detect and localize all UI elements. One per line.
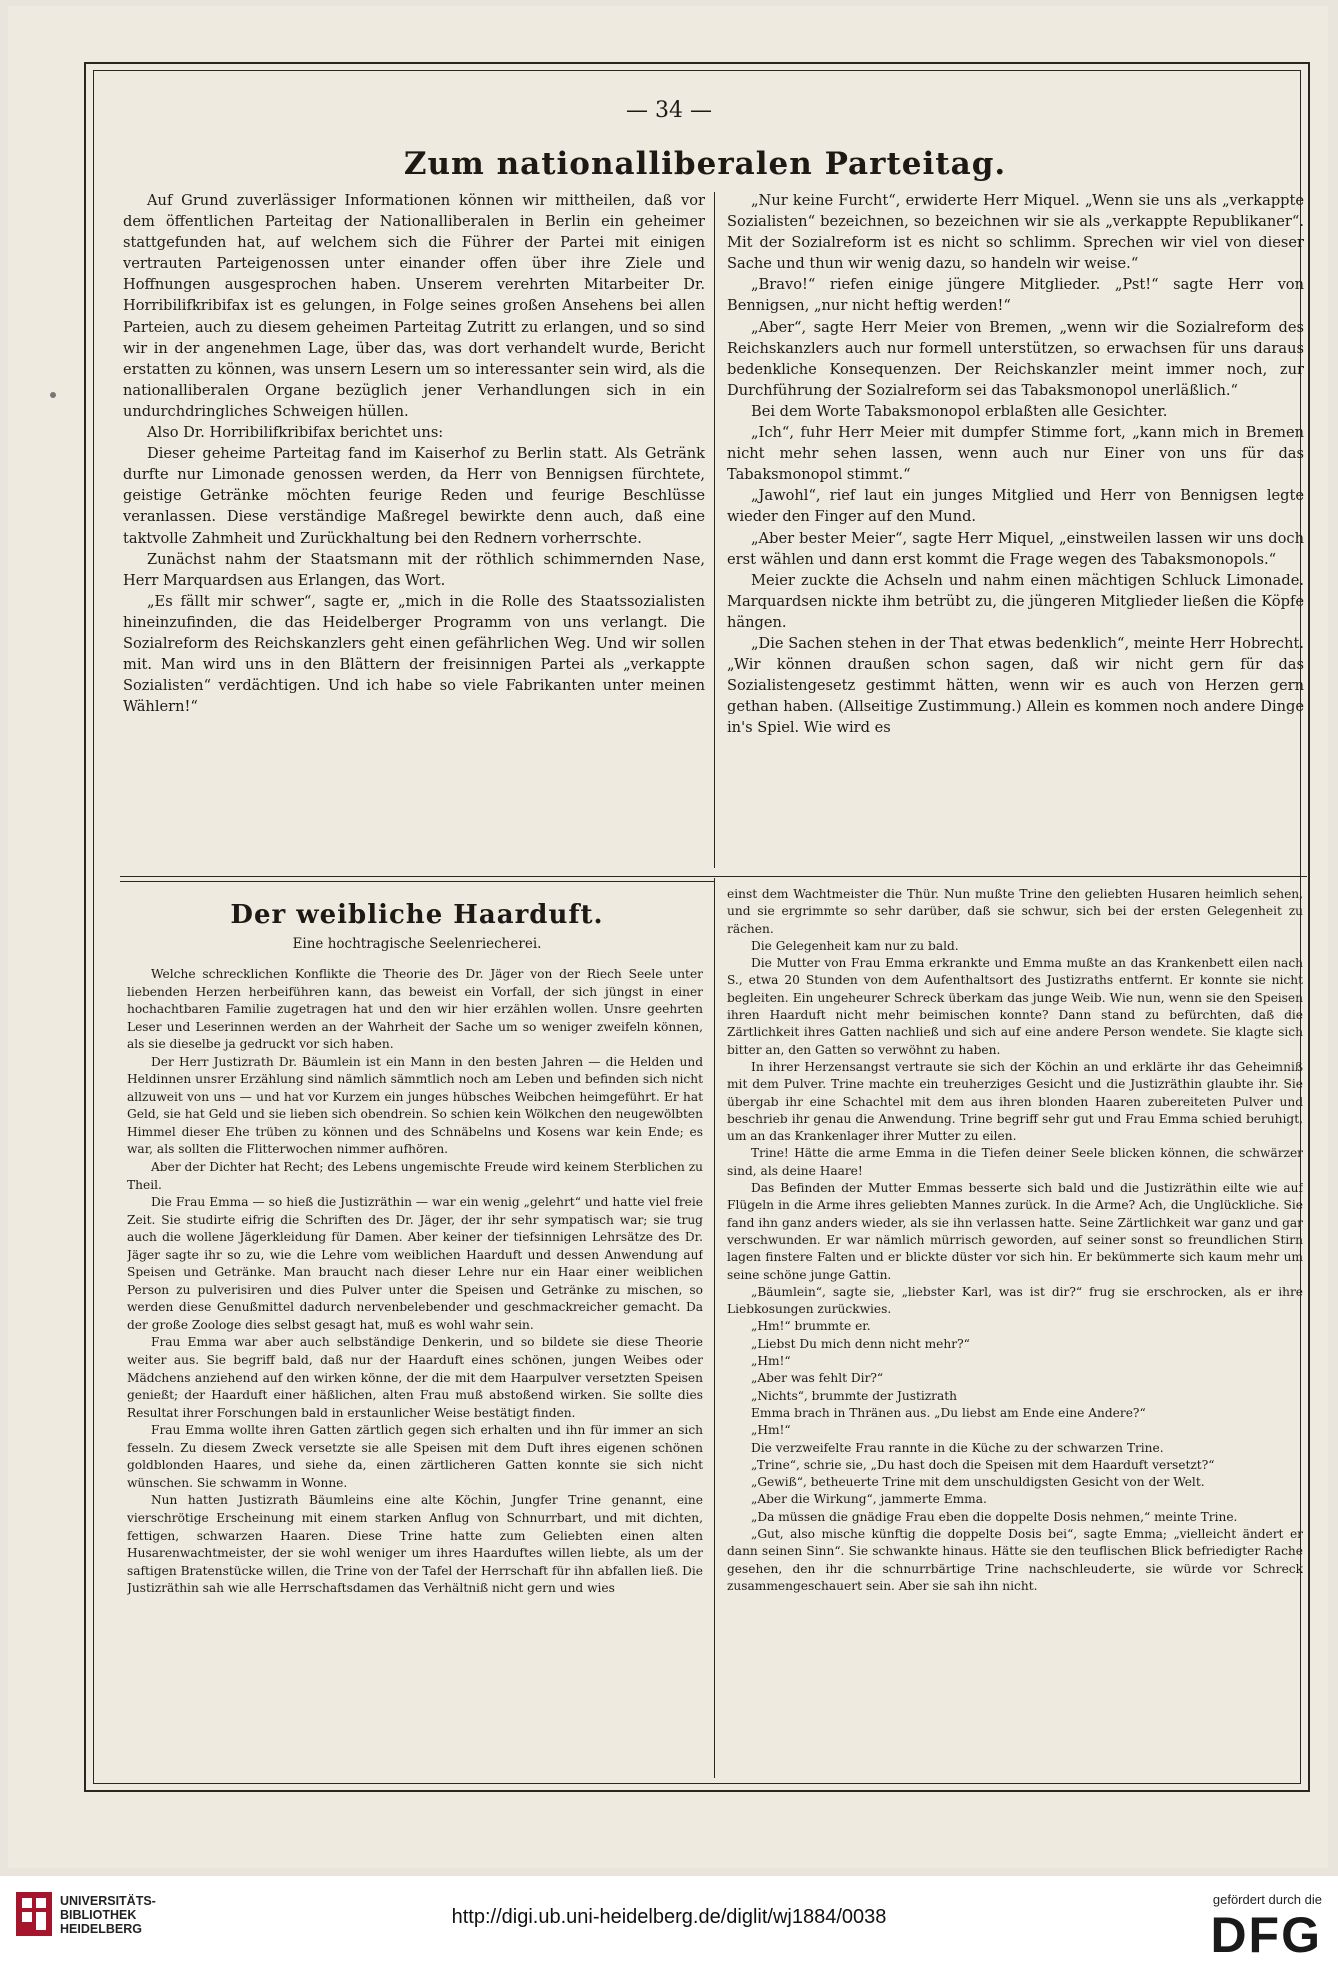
paragraph: „Aber bester Meier“, sagte Herr Miquel, „einstweilen lassen wir uns doch erst wählen und dann erst kommt die Frage wegen des Tabaksmonopols.“ <box>727 529 1304 568</box>
paragraph: „Hm!“ <box>751 1423 791 1438</box>
paragraph: Die verzweifelte Frau rannte in die Küche zu der schwarzen Trine. <box>751 1440 1164 1455</box>
article-subtitle: Eine hochtragische Seelenriecherei. <box>292 936 542 952</box>
paragraph: „Ich“, fuhr Herr Meier mit dumpfer Stimme fort, „kann mich in Bremen nicht mehr sehen lassen, wenn auch nur Einer von uns für das Tabaksmonopol stimmt.“ <box>727 424 1304 484</box>
paragraph: Meier zuckte die Achseln und nahm einen mächtigen Schluck Limonade. Marquardsen nickte ihm betrübt zu, die jüngeren Mitglieder ließen die Köpfe hängen. <box>727 571 1304 631</box>
paragraph: „Hm!“ <box>751 1354 791 1369</box>
paragraph: „Bäumlein“, sagte sie, „liebster Karl, was ist dir?“ frug sie erschrocken, als er ihre Liebkosungen zurückwies. <box>727 1284 1303 1317</box>
article-title-parteitag: Zum nationalliberalen Parteitag. <box>403 146 1007 182</box>
paragraph: „Die Sachen stehen in der That etwas bedenklich“, meinte Herr Hobrecht. „Wir können draußen schon sagen, daß wir nicht gern für das Sozialistengesetz gestimmt hätten, wenn wir es auch von Herzen gern gethan haben. (Allseitige Zustimmung.) Allein es kommen noch andere Dinge in's Spiel. Wie wird es <box>727 634 1304 737</box>
paragraph: einst dem Wachtmeister die Thür. Nun mußte Trine den geliebten Husaren heimlich sehen, und sie ergrimmte so sehr darüber, daß sie schwur, sich bei der ersten Gelegenheit zu rächen. <box>727 887 1303 936</box>
paragraph: „Hm!“ brummte er. <box>751 1319 871 1334</box>
paragraph: Frau Emma war aber auch selbständige Denkerin, und so bildete sie diese Theorie weiter aus. Sie begriff bald, daß nur der Haarduft eines schönen, jungen Weibes oder Mädchens anziehend auf den wirken könne, der die mit dem Haarpulver versetzten Speisen genießt; der Haarduft einer häßlichen, alten Frau muß abstoßend wirken. Sie sollte dies Resultat ihrer Forschungen bald in erstaunlicher Weise bestätigt finden. <box>127 1335 703 1420</box>
dfg-logo: DFG <box>1210 1907 1322 1963</box>
column-divider <box>714 192 715 868</box>
page-number: — 34 — <box>626 98 712 123</box>
paragraph: Der Herr Justizrath Dr. Bäumlein ist ein Mann in den besten Jahren — die Helden und Heldinnen unsrer Erzählung sind nämlich sämmtlich noch am Leben und befinden sich nicht allzuweit von uns — und hat vor Kurzem ein junges hübsches Weibchen heimgeführt. Er hat Geld, sie hat Geld und sie lieben sich obendrein. So schien kein Wölkchen den neugewölbten Himmel dieser Ehe trüben zu können und des Schnäbelns und Kosens war kein Ende; es war, als sollten die Flitterwochen nimmer aufhören. <box>127 1054 703 1157</box>
paragraph: „Gut, also mische künftig die doppelte Dosis bei“, sagte Emma; „vielleicht ändert er dann seinen Sinn“. Sie schwankte hinaus. Hätte sie den teuflischen Blick befriedigter Rache gesehen, den ihr die schnurrbärtige Trine nachschleuderte, sie würde vor Schreck zusammengeschauert sein. Aber sie sah ihn nicht. <box>727 1526 1303 1593</box>
article2-column-right <box>727 886 1303 1786</box>
paragraph: Dieser geheime Parteitag fand im Kaiserhof zu Berlin statt. Als Getränk durfte nur Limonade genossen werden, da Herr von Bennigsen fürchtete, geistige Getränke möchten feurige Reden und feurige Beschlüsse veranlassen. Diese verständige Maßregel bewirkte denn auch, daß eine taktvolle Zahmheit und Zurückhaltung bei den Rednern vorherrschte. <box>123 445 705 547</box>
article-title-haarduft: Der weibliche Haarduft. <box>230 900 604 930</box>
paragraph: Welche schrecklichen Konflikte die Theorie des Dr. Jäger von der Riech Seele unter liebenden Herzen herbeiführen kann, das beweist ein Vorfall, der sich jüngst in einer hochachtbaren Familie zugetragen hat und den wir hier erzählen wollen. Unsre geehrten Leser und Leserinnen werden an der Wahrheit der Sache um so weniger zweifeln können, als sie dieselbe ja gedruckt vor sich haben. <box>127 967 703 1052</box>
article1-column-left <box>123 190 705 868</box>
funded-by-label: gefördert durch die <box>1212 1892 1322 1907</box>
paragraph: Die Frau Emma — so hieß die Justizräthin — war ein wenig „gelehrt“ und hatte viel freie Zeit. Sie studirte eifrig die Schriften des Dr. Jäger, der ihr sehr sympatisch war; sie trug auch die wollene Jägerkleidung für Damen. Aber keiner der tiefsinnigen Lehrsätze des Dr. Jäger sagte ihr so zu, wie die Lehre vom weiblichen Haarduft und dessen Anwendung auf Speisen und Getränke. Man braucht nach dieser Lehre nur ein Haar einer weiblichen Person zu pulverisiren und dies Pulver unter die Speisen und Getränke zu mischen, so werden diese Genußmittel dadurch nervenbelebender und geschmackreicher gemacht. Da der große Zoologe dies selbst gesagt hat, muß es wohl wahr sein. <box>127 1195 703 1332</box>
paragraph: Die Gelegenheit kam nur zu bald. <box>751 938 959 953</box>
paragraph: „Aber die Wirkung“, jammerte Emma. <box>751 1492 987 1507</box>
paragraph: Nun hatten Justizrath Bäumleins eine alte Köchin, Jungfer Trine genannt, eine vierschrötige Erscheinung mit einem starken Anflug von Schnurrbart, und mit dichten, fettigen, schwarzen Haaren. Diese Trine hatte zum Geliebten einen alten Husarenwachtmeister, der sie wohl weniger um ihres Haarduftes willen liebte, als um der saftigen Bratenstücke willen, die Trine von der Tafel der Herrschaft für ihn abfallen ließ. Die Justizräthin sah wie alle Herrschaftsdamen das Verhältniß nicht gern und wies <box>127 1493 703 1596</box>
paragraph: „Es fällt mir schwer“, sagte er, „mich in die Rolle des Staatssozialisten hineinzufinden, die das Heidelberger Programm von uns verlangt. Die Sozialreform des Reichskanzlers geht einen gefährlichen Weg. Und wir sollen mit. Man wird uns in den Blättern der freisinnigen Partei als „verkappte Sozialisten“ verdächtigen. Und ich habe so viele Fabrikanten unter meinen Wählern!“ <box>123 592 705 716</box>
paragraph: Frau Emma wollte ihren Gatten zärtlich gegen sich erhalten und ihn für immer an sich fesseln. Zu diesem Zweck versetzte sie alle Speisen mit dem Duft ihres eigenen schönen goldblonden Haares, und siehe da, einen zärtlicheren Gatten konnte sie sich nicht wünschen. Sie schwamm in Wonne. <box>127 1423 703 1490</box>
footer-bar <box>0 1876 1338 1973</box>
paragraph: „Bravo!“ riefen einige jüngere Mitglieder. „Pst!“ sagte Herr von Bennigsen, „nur nicht heftig werden!“ <box>727 276 1304 315</box>
paragraph: „Trine“, schrie sie, „Du hast doch die Speisen mit dem Haarduft versetzt?“ <box>751 1457 1215 1472</box>
paragraph: „Nichts“, brummte der Justizrath <box>751 1388 958 1403</box>
paragraph: Aber der Dichter hat Recht; des Lebens ungemischte Freude wird keinem Sterblichen zu Theil. <box>127 1160 703 1192</box>
article2-column-left <box>127 966 703 1786</box>
scan-speck <box>50 392 56 398</box>
paragraph: „Aber“, sagte Herr Meier von Bremen, „wenn wir die Sozialreform des Reichskanzlers auch nur formell unterstützen, so erwachsen für uns daraus bedenkliche Konsequenzen. Der Reichskanzler meint immer noch, zur Durchführung der Sozialreform sei das Tabaksmonopol unerläßlich.“ <box>727 318 1304 399</box>
paragraph: Die Mutter von Frau Emma erkrankte und Emma mußte an das Krankenbett eilen nach S., etwa 20 Stunden von dem Aufenthaltsort des Justizraths entfernt. Er konnte sie nicht begleiten. Ein ungeheurer Schreck überkam das junge Weib. Wie nun, wenn sie den Speisen ihren Haarduft nicht mehr beimischen konnte? Dann stand zu befürchten, daß die Zärtlichkeit ihres Gatten nachließ und sich auf eine andere Person wendete. Sie klagte sich bitter an, den Gatten so verwöhnt zu haben. <box>727 956 1303 1057</box>
section-divider <box>715 876 1307 877</box>
paragraph: In ihrer Herzensangst vertraute sie sich der Köchin an und erklärte ihr das Geheimniß mit dem Pulver. Trine machte ein treuherziges Gesicht und die Justizräthin glaubte ihr. Sie übergab ihr eine Schachtel mit dem aus ihren blonden Haaren zubereiteten Pulver und beschrieb ihr genau die Anwendung. Trine begriff sehr gut und Frau Emma schied beruhigt, um an das Krankenlager ihrer Mutter zu eilen. <box>727 1059 1303 1144</box>
paragraph: „Liebst Du mich denn nicht mehr?“ <box>751 1336 970 1351</box>
paragraph: Trine! Hätte die arme Emma in die Tiefen deiner Seele blicken können, die schwärzer sind, als deine Haare! <box>727 1146 1303 1178</box>
article1-column-right <box>727 190 1304 868</box>
paragraph: „Jawohl“, rief laut ein junges Mitglied und Herr von Bennigsen legte wieder den Finger auf den Mund. <box>727 487 1304 526</box>
paragraph: Das Befinden der Mutter Emmas besserte sich bald und die Justizräthin eilte wie auf Flügeln in die Arme ihres geliebten Mannes zurück. In die Arme? Ach, die Unglückliche. Sie fand ihn ganz anders wieder, als sie ihn verlassen hatte. Seine Zärtlichkeit war ganz und gar verschwunden. Er war nämlich mürrisch geworden, auf seiner sonst so freundlichen Stirn lagen finstere Falten und er blickte düster vor sich hin. Er bekümmerte sich kaum mehr um seine schöne junge Gattin. <box>727 1181 1303 1282</box>
paragraph: Auf Grund zuverlässiger Informationen können wir mittheilen, daß vor dem öffentlichen Parteitag der Nationalliberalen in Berlin ein geheimer stattgefunden hat, auf welchem sich die Führer der Partei mit einigen vertrauten Parteigenossen unter einander offen über ihre Ziele und Hoffnungen ausgesprochen haben. Unserem verehrten Mitarbeiter Dr. Horribilifkribifax ist es gelungen, in Folge seines großen Ansehens bei allen Parteien, auch zu diesem geheimen Parteitag Zutritt zu erlangen, und so sind wir in der angenehmen Lage, über das, was dort verhandelt wurde, Bericht erstatten zu können, was unsern Lesern um so interessanter sein wird, als die nationalliberalen Organe bezüglich jener Verhandlungen sich in ein undurchdringliches Schweigen hüllen. <box>123 192 705 420</box>
paragraph: „Da müssen die gnädige Frau eben die doppelte Dosis nehmen,“ meinte Trine. <box>751 1509 1238 1524</box>
paragraph: Bei dem Worte Tabaksmonopol erblaßten alle Gesichter. <box>751 402 1168 420</box>
paragraph: „Gewiß“, betheuerte Trine mit dem unschuldigsten Gesicht von der Welt. <box>751 1475 1205 1490</box>
paragraph: „Aber was fehlt Dir?“ <box>751 1371 884 1386</box>
column-divider <box>714 878 715 1778</box>
library-name: UNIVERSITÄTS- BIBLIOTHEK HEIDELBERG <box>60 1894 156 1936</box>
paragraph: Emma brach in Thränen aus. „Du liebst am Ende eine Andere?“ <box>751 1405 1146 1420</box>
document-url-link[interactable]: http://digi.ub.uni-heidelberg.de/diglit/wj1884/0038 <box>451 1906 887 1928</box>
paragraph: „Nur keine Furcht“, erwiderte Herr Miquel. „Wenn sie uns als „verkappte Sozialisten“ bezeichnen, so bezeichnen wir sie als „verkappte Republikaner“. Mit der Sozialreform ist es nicht so schlimm. Sprechen wir viel von dieser Sache und thun wir wenig dazu, so handeln wir weise.“ <box>727 192 1304 273</box>
section-divider-double <box>120 876 715 882</box>
paragraph: Also Dr. Horribilifkribifax berichtet uns: <box>147 424 444 442</box>
paragraph: Zunächst nahm der Staatsmann mit der röthlich schimmernden Nase, Herr Marquardsen aus Erlangen, das Wort. <box>123 550 705 589</box>
